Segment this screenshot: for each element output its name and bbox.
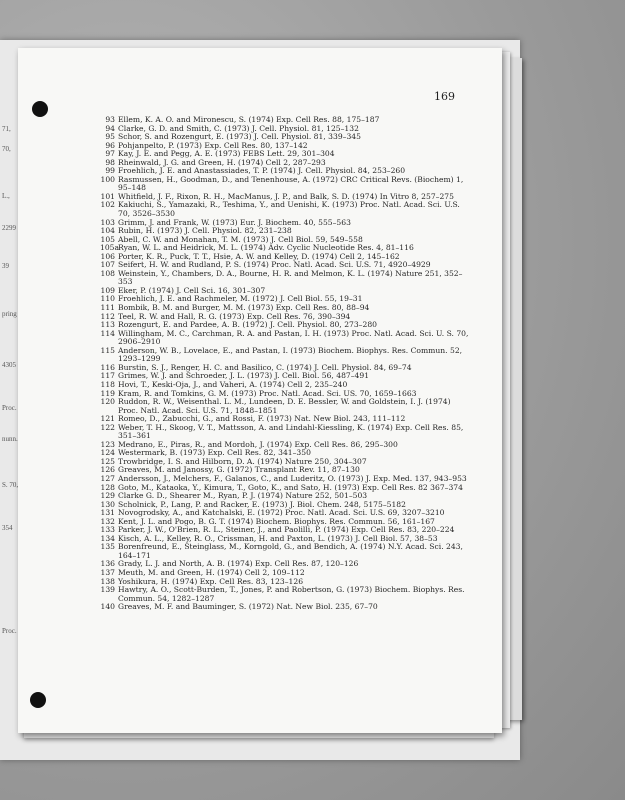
- reference-text: Clarke G. D., Shearer M., Ryan, P. J. (1974) Nature 252, 501–503: [118, 491, 368, 501]
- reference-number: 112: [100, 311, 115, 321]
- reference-number: 103: [100, 217, 115, 227]
- reference-number: 117: [100, 371, 115, 381]
- reference-number: 139: [100, 585, 115, 595]
- reference-number: 105a: [100, 243, 120, 253]
- reference-text: Kisch, A. L., Kelley, R. O., Crissman, H. and Paxton, L. (1973) J. Cell Biol. 57, 38–53: [118, 533, 438, 543]
- reference-number: 129: [100, 491, 115, 501]
- edge-fragment: 39: [2, 262, 9, 270]
- reference-number: 104: [100, 226, 115, 236]
- reference-number: 133: [100, 525, 115, 535]
- reference-number: 126: [100, 465, 115, 475]
- reference-number: 125: [100, 456, 115, 466]
- reference-number: 134: [100, 533, 115, 543]
- reference-text: Medrano, E., Piras, R., and Mordoh, J. (1974) Exp. Cell Res. 86, 295–300: [118, 439, 398, 449]
- reference-item: [100, 201, 472, 218]
- punch-hole: [32, 101, 48, 117]
- reference-item: [100, 586, 472, 603]
- reference-number: 108: [100, 268, 115, 278]
- reference-number: 107: [100, 260, 115, 270]
- reference-number: 137: [100, 567, 115, 577]
- reference-number: 140: [100, 602, 115, 612]
- reference-text: Schor, S. and Rozengurt, E. (1973) J. Cell. Physiol. 81, 339–345: [118, 132, 361, 142]
- reference-number: 127: [100, 473, 115, 483]
- edge-fragment: 354: [2, 524, 13, 532]
- reference-text: Greaves, M. and Janossy, G. (1972) Transplant Rev. 11, 87–130: [118, 465, 360, 475]
- reference-item: [100, 330, 472, 347]
- reference-text: Weinstein, Y., Chambers, D. A., Bourne, H. R. and Melmon, K. L. (1974) Nature 251, 352–353: [118, 268, 463, 287]
- reference-number: 94: [105, 123, 115, 133]
- reference-text: Rubin, H. (1973) J. Cell. Physiol. 82, 231–238: [118, 226, 292, 236]
- reference-number: 97: [105, 149, 115, 159]
- reference-text: Andersson, J., Melchers, F., Galanos, C., and Luderitz, O. (1973) J. Exp. Med. 137, 943–953: [118, 473, 467, 483]
- reference-number: 111: [100, 303, 115, 313]
- reference-text: Bombik, B. M. and Burger, M. M. (1973) Exp. Cell Res. 80, 88–94: [118, 303, 370, 313]
- edge-fragment: L.,: [2, 192, 10, 200]
- edge-fragment: S. 70,: [2, 481, 19, 489]
- reference-text: Westermark, B. (1973) Exp. Cell Res. 82, 341–350: [118, 448, 311, 458]
- reference-text: Parker, J. W., O'Brien, R. L., Steiner, J., and Paolilli, P. (1974) Exp. Cell Res. 83, 220–224: [118, 525, 455, 535]
- reference-item: [100, 543, 472, 560]
- reference-text: Novogrodsky, A., and Katchalski, E. (1972) Proc. Natl. Acad. Sci. U.S. 69, 3207–3210: [118, 508, 445, 518]
- reference-number: 138: [100, 576, 115, 586]
- reference-text: Goto, M., Kataoka, Y., Kimura, T., Goto, K., and Sato, H. (1973) Exp. Cell Res. 82 367–374: [118, 482, 463, 492]
- reference-number: 105: [100, 234, 115, 244]
- reference-item: [100, 176, 472, 193]
- reference-text: Willingham, M. C., Carchman, R. A. and Pastan, I. H. (1973) Proc. Natl. Acad. Sci. U. S. 70, 2906–2910: [118, 328, 469, 347]
- reference-text: Grimm, J. and Frank, W. (1973) Eur. J. Biochem. 40, 555–563: [118, 217, 351, 227]
- reference-text: Hawtry, A. O., Scott-Burden, T., Jones, P. and Robertson, G. (1973) Biochem. Biophys. Res. Commun. 54, 1282–1287: [118, 585, 465, 603]
- reference-text: Clarke, G. D. and Smith, C. (1973) J. Cell. Physiol. 81, 125–132: [118, 123, 359, 133]
- reference-text: Trowbridge, I. S. and Hilborn, D. A. (1974) Nature 250, 304–307: [118, 456, 367, 466]
- reference-number: 100: [100, 174, 115, 184]
- reference-number: 106: [100, 251, 115, 261]
- reference-number: 95: [105, 132, 115, 142]
- reference-item: [100, 603, 472, 612]
- reference-text: Rheinwald, J. G. and Green, H. (1974) Cell 2, 287–293: [118, 157, 326, 167]
- reference-text: Greaves, M. F. and Bauminger, S. (1972) Nat. New Biol. 235, 67–70: [118, 602, 378, 612]
- reference-text: Scholnick, P., Lang, P. and Racker, E. (1973) J. Biol. Chem. 248, 5175–5182: [118, 499, 406, 509]
- reference-text: Abell, C. W. and Monahan, T. M. (1973) J. Cell Biol. 59, 549–558: [118, 234, 363, 244]
- reference-item: [100, 424, 472, 441]
- reference-number: 101: [100, 191, 115, 201]
- reference-text: Grimes, W. J. and Schroeder, J. L. (1973) J. Cell. Biol. 56, 487–491: [118, 371, 370, 381]
- reference-text: Romeo, D., Zabucchi, G., and Rossi, F. (1973) Nat. New Biol. 243, 111–112: [118, 414, 406, 424]
- reference-number: 121: [100, 414, 115, 424]
- edge-fragment: 2299: [2, 224, 16, 232]
- reference-text: Anderson, W. B., Lovelace, E., and Pastan, I. (1973) Biochem. Biophys. Res. Commun. 52, 1293–1299: [118, 345, 463, 364]
- reference-number: 110: [100, 294, 115, 304]
- reference-number: 124: [100, 448, 115, 458]
- reference-text: Eker, P. (1974) J. Cell Sci. 16, 301–307: [118, 285, 266, 295]
- reference-text: Ryan, W. L. and Heidrick, M. L. (1974) Adv. Cyclic Nucleotide Res. 4, 81–116: [118, 243, 414, 253]
- reference-number: 132: [100, 516, 115, 526]
- reference-text: Weber, T. H., Skoog, V. T., Mattsson, A. and Lindahl-Kiessling, K. (1974) Exp. Cell Res. 85, 351–361: [118, 422, 464, 441]
- edge-fragment: Proc.: [2, 627, 17, 635]
- reference-text: Kent, J. L. and Pogo, B. G. T. (1974) Biochem. Biophys. Res. Commun. 56, 161–167: [118, 516, 435, 526]
- reference-text: Ruddon, R. W., Weisenthal. L. M., Lundeen, D. E. Bessler, W. and Goldstein, I. J. (1974) Proc. Natl. Acad. Sci. U.S. 71, 1848–1851: [118, 397, 451, 415]
- reference-list: [100, 116, 472, 612]
- reference-number: 115: [100, 345, 115, 355]
- page-number: 169: [434, 90, 455, 103]
- reference-number: 131: [100, 508, 115, 518]
- reference-item: [100, 398, 472, 415]
- reference-text: Rasmussen, H., Goodman, D., and Tenenhouse, A. (1972) CRC Critical Revs. (Biochem) 1, 95–148: [118, 174, 464, 193]
- reference-number: 114: [100, 328, 115, 338]
- reference-number: 116: [100, 362, 115, 372]
- edge-fragment: pring: [2, 310, 17, 318]
- reference-item: [100, 347, 472, 364]
- reference-number: 98: [105, 157, 115, 167]
- reference-text: Kay, J. E. and Pegg, A. E. (1973) FEBS Lett. 29, 301–304: [118, 149, 335, 159]
- edge-fragment: 4305: [2, 361, 16, 369]
- reference-text: Seifert, H. W. and Rudland, P. S. (1974) Proc. Natl. Acad. Sci. U.S. 71, 4920–4929: [118, 260, 431, 270]
- edge-fragment: 71,: [2, 125, 11, 133]
- reference-text: Kram, R. and Tomkins, G. M. (1973) Proc. Natl. Acad. Sci. US. 70, 1659–1663: [118, 388, 417, 398]
- edge-fragment: nunn.: [2, 435, 18, 443]
- reference-text: Froehlich, J. E. and Rachmeler, M. (1972) J. Cell Biol. 55, 19–31: [118, 294, 363, 304]
- reference-number: 99: [105, 166, 115, 176]
- reference-text: Burstin, S. J., Renger, H. C. and Basilico, C. (1974) J. Cell. Physiol. 84, 69–74: [118, 362, 412, 372]
- reference-item: [100, 270, 472, 287]
- reference-number: 102: [100, 200, 115, 210]
- reference-text: Kakiuchi, S., Yamazaki, R., Teshima, Y., and Uenishi, K. (1973) Proc. Natl. Acad. Sci. U.S. 70, 3526–3530: [118, 200, 460, 219]
- reference-text: Froehlich, J. E. and Anastassiades, T. P. (1974) J. Cell. Physiol. 84, 253–260: [118, 166, 406, 176]
- reference-number: 136: [100, 559, 115, 569]
- reference-text: Porter, K. R., Puck, T. T., Hsie, A. W. and Kelley, D. (1974) Cell 2, 145–162: [118, 251, 400, 261]
- reference-text: Teel, R. W. and Hall, R. G. (1973) Exp. Cell Res. 76, 390–394: [118, 311, 351, 321]
- reference-text: Borenfreund, E., Steinglass, M., Korngold, G., and Bendich, A. (1974) N.Y. Acad. Sci. 243, 164–171: [118, 542, 463, 560]
- reference-number: 128: [100, 482, 115, 492]
- reference-number: 120: [100, 397, 115, 407]
- reference-number: 135: [100, 542, 115, 552]
- reference-text: Ellem, K. A. O. and Mironescu, S. (1974) Exp. Cell Res. 88, 175–187: [118, 115, 380, 124]
- reference-number: 113: [100, 320, 115, 330]
- reference-number: 96: [105, 140, 115, 150]
- reference-number: 122: [100, 422, 115, 432]
- reference-text: Yoshikura, H. (1974) Exp. Cell Res. 83, 123–126: [118, 576, 304, 586]
- reference-text: Whitfield, J. F., Rixon, R. H., MacManus, J. P., and Balk, S. D. (1974) In Vitro 8, 257–275: [118, 191, 454, 201]
- reference-text: Grady, L. J. and North, A. B. (1974) Exp. Cell Res. 87, 120–126: [118, 559, 359, 569]
- edge-fragment: Proc.: [2, 404, 17, 412]
- edge-fragment: 70,: [2, 145, 11, 153]
- punch-hole: [30, 692, 46, 708]
- reference-text: Pohjanpelto, P. (1973) Exp. Cell Res. 80, 137–142: [118, 140, 308, 150]
- reference-number: 118: [100, 379, 115, 389]
- reference-number: 119: [100, 388, 115, 398]
- reference-number: 109: [100, 285, 115, 295]
- reference-text: Hovi, T., Keski-Oja, J., and Vaheri, A. (1974) Cell 2, 235–240: [118, 379, 348, 389]
- reference-text: Meuth, M. and Green, H. (1974) Cell 2, 109–112: [118, 567, 305, 577]
- reference-text: Rozengurt, E. and Pardee, A. B. (1972) J. Cell. Physiol. 80, 273–280: [118, 320, 377, 330]
- reference-number: 123: [100, 439, 115, 449]
- reference-number: 93: [105, 115, 115, 124]
- reference-number: 130: [100, 499, 115, 509]
